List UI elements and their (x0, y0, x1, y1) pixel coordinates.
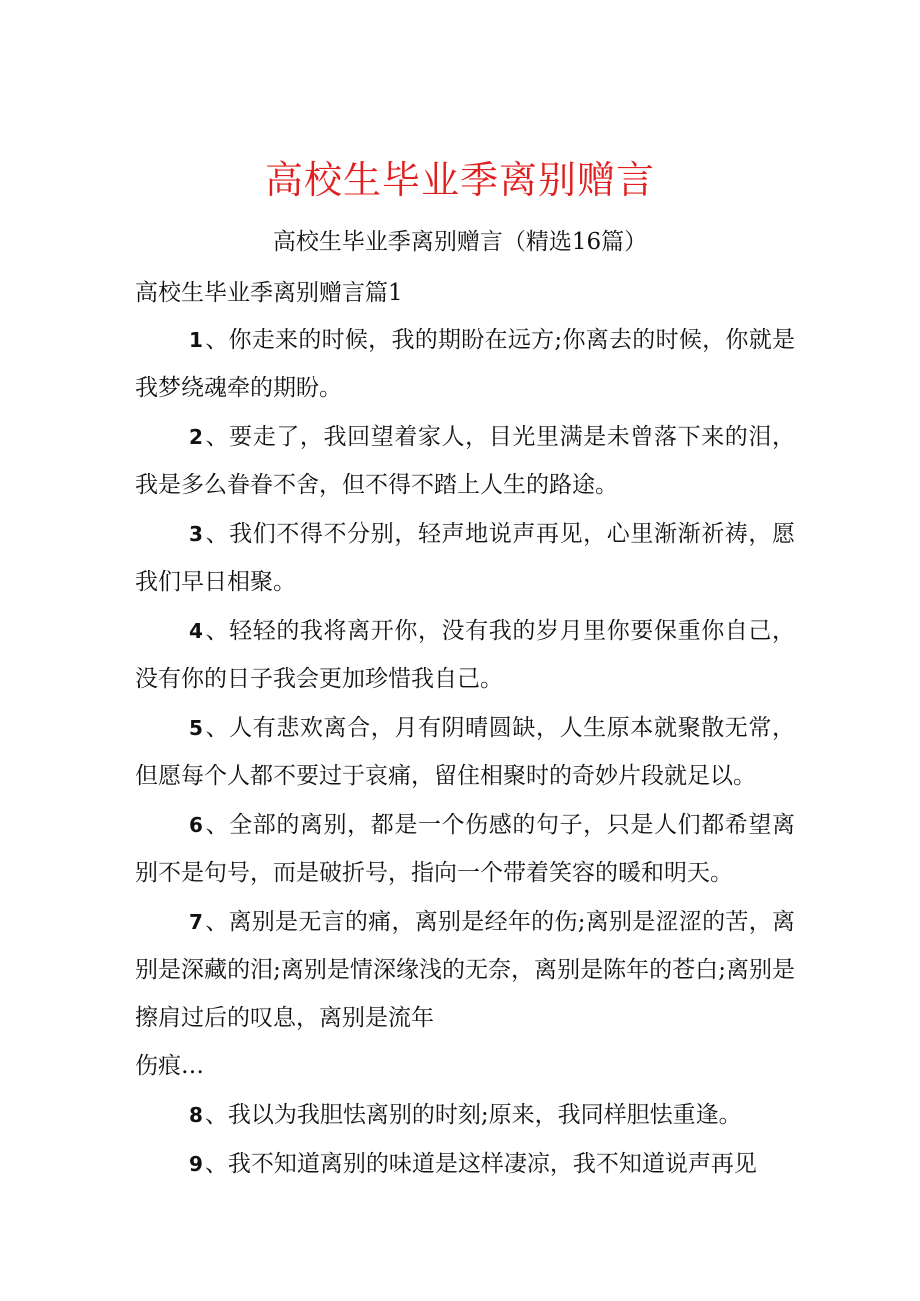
paragraph-text: 、要走了，我回望着家人，目光里满是未曾落下来的泪，我是多么眷眷不舍，但不得不踏上人生的路途。 (135, 424, 795, 498)
document-subtitle: 高校生毕业季离别赠言（精选16篇） (272, 229, 648, 255)
paragraph-7 (135, 898, 795, 1090)
paragraph-text: 、我以为我胆怯离别的时刻;原来，我同样胆怯重逢。 (204, 1102, 742, 1128)
paragraph-1 (135, 316, 795, 412)
paragraph-number: 6 (189, 813, 203, 837)
paragraph-number: 2 (189, 425, 203, 449)
paragraph-text: 、离别是无言的痛，离别是经年的伤;离别是涩涩的苦，离别是深藏的泪;离别是情深缘浅的无奈，离别是陈年的苍白;离别是擦肩过后的叹息，离别是流年 (135, 909, 795, 1031)
paragraph-8 (135, 1091, 795, 1139)
paragraph-text: 、轻轻的我将离开你，没有我的岁月里你要保重你自己，没有你的日子我会更加珍惜我自己。 (135, 618, 795, 692)
paragraph-text: 、你走来的时候，我的期盼在远方;你离去的时候，你就是我梦绕魂牵的期盼。 (135, 327, 795, 401)
paragraph-number: 3 (189, 522, 203, 546)
paragraph-4 (135, 607, 795, 703)
paragraph-9 (135, 1140, 795, 1188)
paragraph-5 (135, 704, 795, 800)
paragraph-text: 、全部的离别，都是一个伤感的句子，只是人们都希望离别不是句号，而是破折号，指向一个带着笑容的暖和明天。 (135, 812, 795, 886)
paragraph-2 (135, 413, 795, 509)
paragraph-number: 7 (189, 910, 203, 934)
paragraph-tail: 伤痕… (135, 1053, 204, 1079)
paragraph-number: 1 (189, 328, 203, 352)
paragraph-text: 、我不知道离别的味道是这样凄凉，我不知道说声再见 (204, 1151, 757, 1177)
paragraph-text: 、我们不得不分别，轻声地说声再见，心里渐渐祈祷，愿我们早日相聚。 (135, 521, 795, 595)
paragraph-number: 4 (189, 619, 203, 643)
paragraph-text: 、人有悲欢离合，月有阴晴圆缺，人生原本就聚散无常，但愿每个人都不要过于哀痛，留住相聚时的奇妙片段就足以。 (135, 715, 795, 789)
paragraph-number: 9 (189, 1152, 203, 1176)
paragraph-number: 5 (189, 716, 203, 740)
document-title: 高校生毕业季离别赠言 (264, 158, 655, 202)
paragraph-3 (135, 510, 795, 606)
section-heading: 高校生毕业季离别赠言篇1 (135, 280, 403, 306)
paragraph-number: 8 (189, 1103, 203, 1127)
document-body (135, 316, 795, 1189)
paragraph-6 (135, 801, 795, 897)
